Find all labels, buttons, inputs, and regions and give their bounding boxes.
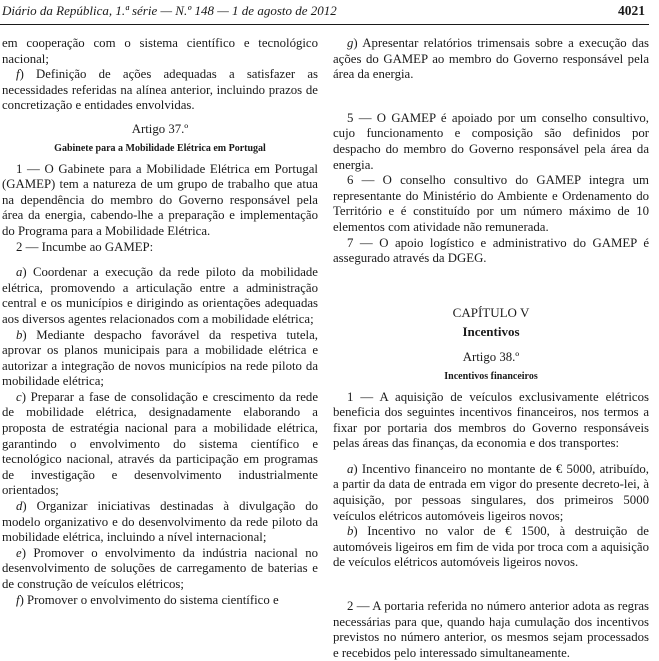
paragraph-5: 5 — O GAMEP é apoiado por um conselho consultivo, cujo funcionamento e composição são definidos por despacho do membro do Governo responsável pela área da energia. (333, 110, 649, 172)
article-37-title: Artigo 37.º (131, 121, 189, 136)
item-text: ) Incentivo financeiro no montante de € 5000, atribuído, a partir da data de entrada em vigor do presente decreto-lei, à aquisição, por pessoas singulares, dos primeiros 5000 veículos elétricos automóveis ligeiros novos; (333, 461, 649, 523)
paragraph-1: 1 — O Gabinete para a Mobilidade Elétrica em Portugal (GAMEP) tem a natureza de um grupo de trabalho que atua na dependência do membro do Governo responsável pela área da energia, cabendo-lhe a preparação e implementação do Programa para a Mobilidade Elétrica. (2, 161, 318, 238)
item-a (333, 462, 649, 524)
item-letter: a (347, 461, 354, 476)
spacer (333, 295, 649, 305)
article-38-heading: Incentivos financeiros (444, 370, 538, 382)
item-text: ) Apresentar relatórios trimensais sobre a execução das ações do GAMEP ao membro do Governo responsável pela área da energia. (333, 36, 649, 82)
item-letter: f (16, 67, 20, 82)
paragraph-38-2: 2 — A portaria referida no número anterior adota as regras necessárias para que, quando haja cumulação dos incentivos previstos no número anterior, os mesmos sejam processados e recebidos pelo interessado simultaneamente. (333, 599, 649, 660)
item-text: ) Organizar iniciativas destinadas à divulgação do modelo organizativo e do desenvolvimento da rede piloto da mobilidade elétrica, incluindo a nível internacional; (2, 499, 318, 545)
item-letter: e (16, 545, 22, 560)
item-text: ) Preparar a fase de consolidação e crescimento da rede de mobilidade elétrica, designadamente elaborando a proposta de estratégia nacional para a mobilidade elétrica, garantindo o envolvimento do sistema científico e tecnológico nacional, através da participação em programas de investigação e desenvolvimento industrialmente orientados; (2, 389, 318, 498)
item-text: ) Promover o envolvimento do sistema científico e (19, 592, 279, 607)
item-f-prev (2, 67, 318, 114)
spacer (333, 83, 649, 111)
item-letter: c (16, 389, 22, 404)
item-letter: a (16, 265, 23, 280)
paragraph-6: 6 — O conselho consultivo do GAMEP integra um representante do Ministério do Ambiente e Ordenamento do Território e é constituído por um número máximo de 10 elementos com atividade não remunerada. (333, 173, 649, 234)
left-column (2, 36, 318, 608)
item-f (2, 593, 318, 609)
running-title: Diário da República, 1.ª série — N.º 148 — 1 de agosto de 2012 (2, 3, 337, 18)
item-letter: g (347, 36, 354, 50)
paragraph-continuation: em cooperação com o sistema científico e tecnológico nacional; (2, 36, 318, 66)
item-c (2, 390, 318, 499)
page-header (0, 3, 659, 21)
page-number: 4021 (618, 3, 645, 18)
article-38-title: Artigo 38.º (462, 349, 520, 364)
item-e (2, 546, 318, 593)
item-letter: f (16, 592, 20, 607)
item-text: ) Coordenar a execução da rede piloto da mobilidade elétrica, promovendo a articulação entre a administração central e os municípios e dirigindo as orientações adequadas aos diversos agentes relacionados com a mobilidade elétrica; (2, 265, 318, 326)
item-d (2, 499, 318, 546)
item-text: ) Definição de ações adequadas a satisfazer as necessidades referidas na alínea anterior, incluindo prazos de concretização e entidades envolvidas. (2, 67, 318, 113)
item-letter: d (16, 499, 23, 514)
item-text: ) Mediante despacho favorável da respetiva tutela, aprovar os planos municipais para a mobilidade elétrica e autorizar a integração de novos municípios na rede piloto da mobilidade elétrica; (2, 327, 318, 389)
item-text: ) Promover o envolvimento da indústria nacional no desenvolvimento de soluções de carregamento de baterias e de construção de veículos elétricos; (2, 545, 318, 591)
chapter-label: CAPÍTULO V (452, 304, 530, 320)
item-b (333, 524, 649, 571)
item-a (2, 265, 318, 327)
chapter-title: Incentivos (462, 324, 520, 340)
spacer (333, 267, 649, 295)
spacer (2, 255, 318, 265)
article-37-heading: Gabinete para a Mobilidade Elétrica em Portugal (54, 142, 266, 154)
header-rule (0, 24, 649, 25)
item-letter: b (16, 327, 23, 342)
item-g (333, 36, 649, 83)
right-column (333, 36, 649, 661)
paragraph-38-1: 1 — A aquisição de veículos exclusivamente elétricos beneficia dos seguintes incentivos financeiros, nos termos a fixar por portaria dos membros do Governo responsáveis pelas áreas das finanças, da economia e dos transportes: (333, 389, 649, 451)
item-text: ) Incentivo no valor de € 1500, à destruição de automóveis ligeiros em fim de vida por troca com a aquisição de veículos elétricos automóveis ligeiros novos. (333, 524, 649, 570)
paragraph-7: 7 — O apoio logístico e administrativo do GAMEP é assegurado através da DGEG. (333, 235, 649, 266)
spacer (333, 571, 649, 599)
paragraph-2: 2 — Incumbe ao GAMEP: (16, 239, 154, 254)
spacer (333, 452, 649, 462)
item-letter: b (347, 524, 354, 539)
item-b (2, 328, 318, 390)
